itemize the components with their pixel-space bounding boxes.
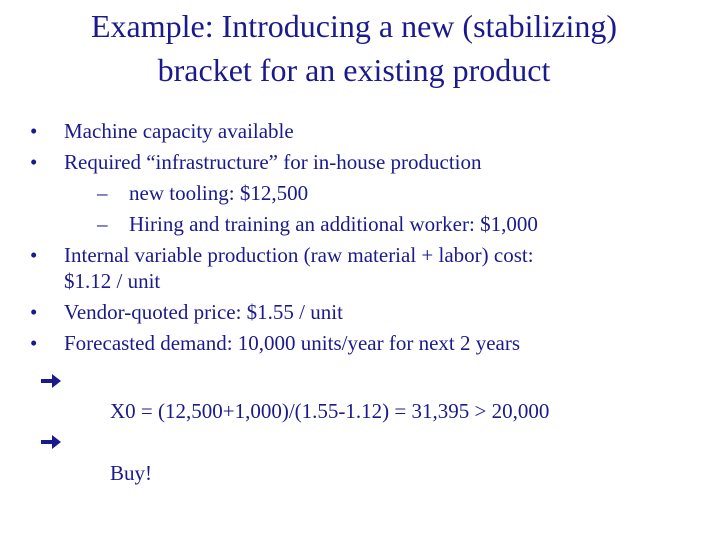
bullet-text: Machine capacity available — [64, 119, 294, 143]
decision-text: Buy! — [110, 461, 152, 485]
sub-bullet-item-tooling — [30, 178, 710, 209]
bullet-text: Vendor-quoted price: $1.55 / unit — [64, 300, 343, 324]
bullet-text — [64, 240, 710, 297]
title-line-1: Example: Introducing a new (stabilizing) — [90, 8, 618, 44]
sub-bullet-item-hiring — [30, 209, 710, 240]
slide-title — [0, 4, 708, 92]
bullet-dot: • — [30, 119, 38, 143]
bullet-text: Required “infrastructure” for in-house production — [64, 150, 482, 174]
breakeven-formula: X0 = (12,500+1,000)/(1.55-1.12) = 31,395 > 20,000 — [110, 399, 550, 423]
bullet-item-vendor-price — [30, 297, 710, 328]
bullet-dot: • — [30, 150, 38, 174]
sub-bullet-dash: – — [97, 212, 108, 236]
arrow-right-icon — [40, 373, 62, 389]
sub-bullet-text: Hiring and training an additional worker: $1,000 — [129, 212, 538, 236]
conclusion-arrow-1 — [40, 367, 62, 391]
title-line-2: bracket for an existing product — [157, 52, 551, 88]
bullet-item-machine-capacity — [30, 116, 710, 147]
bullet-dot: • — [30, 331, 38, 355]
sub-bullet-dash: – — [97, 181, 108, 205]
bullet-item-demand — [30, 328, 710, 359]
bullet-list — [30, 116, 710, 359]
bullet-item-infrastructure — [30, 147, 710, 178]
bullet-item-variable-cost — [30, 240, 710, 297]
bullet-text-line-1: Internal variable production (raw material + labor) cost: — [64, 243, 534, 267]
sub-bullet-text: new tooling: $12,500 — [129, 181, 309, 205]
bullet-dot: • — [30, 300, 38, 324]
bullet-dot: • — [30, 243, 38, 267]
arrow-right-icon — [40, 434, 62, 450]
bullet-text-line-2: $1.12 / unit — [64, 269, 161, 293]
conclusion-arrow-2 — [40, 428, 62, 452]
bullet-text: Forecasted demand: 10,000 units/year for next 2 years — [64, 331, 521, 355]
